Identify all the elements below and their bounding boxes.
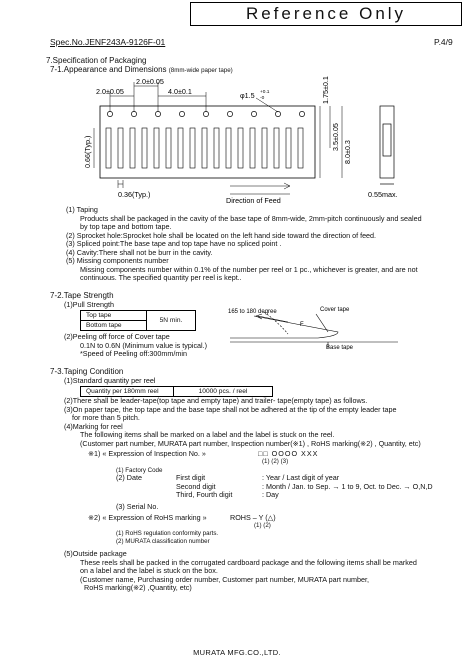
section-7-title: 7.Specification of Packaging [46,56,147,65]
s71-title: 7-1.Appearance and Dimensions [50,65,167,74]
rohs-index: (1) (2) [254,522,271,529]
s71-subtitle: (8mm-wide paper tape) [168,67,233,74]
inspection-index: (1) (2) (3) [262,458,289,465]
peel-diagram [228,302,408,350]
date-third: Third, Fourth digit [176,490,233,499]
taping-1a: Products shall be packaged in the cavity of the base tape of 8mm-wide, 2mm-pitch continuously and sealed [80,213,422,223]
dim-mid-top: 4.0±0.1 [168,87,192,96]
pull-value: 5N min. [147,311,196,331]
rohs-item-2: (2) MURATA classification number [116,538,210,545]
peel-degree: 165 to 180 degree [228,309,277,315]
paper-tape-b: for more than 5 pitch. [72,413,140,422]
qty-value: 10000 pcs. / reel [174,387,273,397]
date-label: (2) Date [116,473,142,482]
dim-thickness: 0.55max. [368,190,398,199]
taping-4: (4) Cavity:There shall not be burr in the cavity. [66,247,213,257]
peel-value: 0.1N to 0.6N (Minimum value is typical.) [80,340,208,350]
dim-hole-tol-plus: +0.1 [260,90,270,95]
taping-5: (5) Missing components number [66,256,169,265]
date-first: First digit [176,473,206,482]
reference-only-stamp: Reference Only [190,2,462,26]
taping-5a: Missing components number within 0.1% of the number per reel or 1 pc., whichever is greater, and are not [80,264,418,274]
dim-right-3: 8.0±0.3 [343,140,352,164]
section-7-1-title [50,66,233,76]
qty-title: (1)Standard quantity per reel [64,376,156,385]
qty-label: Quantity per 180mm reel [81,387,174,397]
dim-left-top: 2.0±0.05 [96,87,124,96]
pull-strength-table [80,310,196,331]
rohs-code: ROHS – Y (△) [230,513,276,522]
dim-pitch-top: 2.0±0.05 [136,77,164,86]
dim-hole-tol-minus: -0 [260,96,265,101]
inspection-code: □□ OOOO XXX [258,449,319,458]
peel-title: (2)Peeling off force of Cover tape [64,332,170,341]
pull-strength: (1)Pull Strength [64,300,114,309]
outside-package-title: (5)Outside package [64,549,127,558]
dim-right-1: 1.75±0.1 [321,76,330,104]
date-third-value: : Day [262,490,279,499]
date-first-value: : Year / Last digit of year [262,473,340,482]
peel-cover-label: Cover tape [320,307,350,313]
marking-b: (Customer part number, MURATA part number, Inspection number(※1) , RoHS marking(※2) , Quantity, etc) [80,438,421,448]
rohs-item-1: (1) RoHS regulation conformity parts. [116,530,219,537]
rohs-title: ※2) « Expression of RoHS marking » [88,513,207,522]
outside-c: (Customer name, Purchasing order number, Customer part number, MURATA part number, [80,574,369,584]
peel-speed: *Speed of Peeling off:300mm/min [80,349,187,358]
peel-f-label: F [300,322,304,328]
pull-row-top: Top tape [81,311,147,321]
dim-bottom-1: 0.36(Typ.) [118,190,151,199]
section-7-3-title: 7-3.Taping Condition [50,367,124,376]
marking-title: (4)Marking for reel [64,421,123,431]
section-7-2-title: 7-2.Tape Strength [50,291,114,300]
taping-1b: by top tape and bottom tape. [80,222,172,231]
leader-tape: (2)There shall be leader-tape(top tape and empty tape) and trailer- tape(empty tape) as follows. [64,396,368,405]
date-second: Second digit [176,481,216,491]
pull-row-bottom: Bottom tape [81,321,147,331]
spec-number: Spec.No.JENF243A-9126F-01 [50,37,166,47]
direction-of-feed: Direction of Feed [226,196,281,205]
inspection-title: ※1) « Expression of Inspection No. » [88,449,206,458]
marking-a: The following items shall be marked on a label and the label is stuck on the reel. [80,430,335,439]
taping-2: (2) Sprocket hole:Sprocket hole shall be located on the left hand side toward the direction of feed. [66,230,377,240]
outside-a: These reels shall be packed in the corrugated cardboard package and the following items shall be marked [80,557,417,567]
peel-base-label: Base tape [326,345,354,350]
factory-code: (1) Factory Code [116,467,163,474]
taping-1: (1) Taping [66,205,98,214]
dim-hole: φ1.5 [240,91,255,100]
dim-left-vertical: 0.66(Typ.) [83,135,92,168]
page-number: P.4/9 [434,37,453,47]
outside-d: RoHS marking(※2) ,Quantity, etc) [84,583,192,592]
taping-3: (3) Spliced point:The base tape and top tape have no spliced point . [66,239,282,248]
footer-company: MURATA MFG.CO.,LTD. [193,648,281,657]
serial-no: (3) Serial No. [116,502,159,511]
date-second-value: : Month / Jan. to Sep. → 1 to 9, Oct. to Dec. → O,N,D [262,481,433,491]
paper-tape-a: (3)On paper tape, the top tape and the base tape shall not be adhered at the tip of the empty leader tape [64,404,397,414]
dim-right-2: 3.5±0.05 [331,123,340,151]
outside-b: on a label and the label is stuck on the box. [80,566,218,575]
tape-dimension-diagram [80,76,460,206]
taping-5b: continuous. The specified quantity per reel is kept.. [80,273,242,282]
